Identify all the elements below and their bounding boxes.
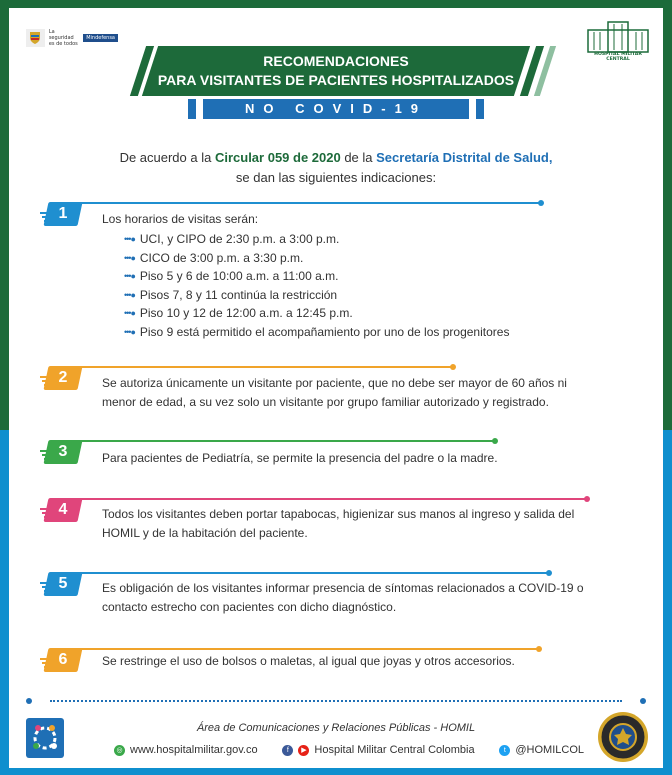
schedule-list bbox=[124, 230, 509, 342]
page-subtitle: NO COVID-19 bbox=[244, 101, 428, 116]
hospital-logo-label: HOSPITAL MILITAR CENTRAL bbox=[594, 52, 642, 62]
logo-slogan-1: La seguridad bbox=[48, 29, 74, 41]
logo-slogan-2: es de todos bbox=[48, 41, 78, 47]
item-number: 1 bbox=[58, 205, 68, 222]
item-number: 5 bbox=[58, 575, 68, 592]
dots-bullet-icon: •••● bbox=[124, 326, 135, 337]
dots-bullet-icon: •••● bbox=[124, 234, 135, 244]
youtube-icon: ▶ bbox=[298, 745, 309, 756]
bottom-border bbox=[0, 768, 672, 775]
twitter-icon: t bbox=[499, 745, 510, 756]
item-number: 2 bbox=[58, 369, 68, 386]
military-seal-icon bbox=[598, 712, 648, 762]
social-link[interactable]: f ▶ Hospital Militar Central Colombia bbox=[282, 744, 474, 756]
people-star-icon bbox=[26, 718, 64, 758]
title-line-1: RECOMENDACIONES bbox=[263, 53, 409, 69]
page-title bbox=[130, 52, 542, 90]
schedule-item: •••● UCI, y CIPO de 2:30 p.m. a 3:00 p.m. bbox=[124, 230, 509, 249]
hospital-building-icon bbox=[586, 20, 650, 54]
footer-divider bbox=[26, 698, 646, 704]
twitter-link[interactable]: t @HOMILCOL bbox=[499, 744, 584, 756]
colombia-shield-icon bbox=[26, 29, 45, 47]
schedule-item: •••● CICO de 3:00 p.m. a 3:30 p.m. bbox=[124, 249, 509, 268]
schedule-item: •••● Piso 9 está permitido el acompañamiento por uno de los progenitores bbox=[124, 323, 509, 342]
item-text: Los horarios de visitas serán: bbox=[102, 212, 259, 226]
footer-area: Área de Comunicaciones y Relaciones Públicas - HOMIL bbox=[196, 722, 476, 734]
item-text: Se autoriza únicamente un visitante por paciente, que no debe ser mayor de 60 años ni menor de edad, a su vez solo un visitante por grupo familiar autorizado y registrado. bbox=[102, 376, 567, 409]
item-text: Todos los visitantes deben portar tapabocas, higienizar sus manos al ingreso y salida del HOMIL y de la habitación del paciente. bbox=[102, 507, 575, 540]
item-text: Se restringe el uso de bolsos o maletas, al igual que joyas y otros accesorios. bbox=[102, 654, 515, 668]
hospital-logo bbox=[586, 20, 650, 62]
ministry-label: Mindefensa bbox=[83, 34, 118, 42]
intro-text: De acuerdo a la Circular 059 de 2020 de la Secretaría Distrital de Salud, se dan las siguientes indicaciones: bbox=[119, 150, 553, 185]
title-banner bbox=[130, 46, 542, 118]
item-number: 4 bbox=[58, 501, 68, 518]
item-text: Para pacientes de Pediatría, se permite la presencia del padre o la madre. bbox=[102, 451, 498, 465]
schedule-item: •••● Piso 10 y 12 de 12:00 a.m. a 12:45 p.m. bbox=[124, 304, 509, 323]
schedule-item: •••● Piso 5 y 6 de 10:00 a.m. a 11:00 a.m. bbox=[124, 267, 509, 286]
government-logo bbox=[26, 28, 118, 48]
circular-reference: Circular 059 de 2020 bbox=[214, 150, 341, 165]
right-border-blue bbox=[663, 430, 672, 775]
item-number: 3 bbox=[58, 443, 68, 460]
schedule-item: •••● Pisos 7, 8 y 11 continúa la restricción bbox=[124, 286, 509, 305]
globe-icon: ◎ bbox=[114, 745, 125, 756]
left-border-blue bbox=[0, 430, 9, 775]
gsed-logo bbox=[26, 718, 64, 758]
dots-bullet-icon: •••● bbox=[124, 252, 135, 263]
secretaria-reference: Secretaría Distrital de Salud, bbox=[376, 150, 553, 165]
top-border bbox=[0, 0, 672, 8]
footer-links bbox=[114, 744, 584, 756]
item-text: Es obligación de los visitantes informar presencia de síntomas relacionados a COVID-19 o contacto estrecho con pacientes con dicho diagnóstico. bbox=[102, 581, 584, 614]
dots-bullet-icon: •••● bbox=[124, 271, 135, 282]
website-link[interactable]: ◎ www.hospitalmilitar.gov.co bbox=[114, 744, 258, 756]
title-line-2: PARA VISITANTES DE PACIENTES HOSPITALIZADOS bbox=[157, 72, 515, 88]
dots-bullet-icon: •••● bbox=[124, 308, 135, 319]
facebook-icon: f bbox=[282, 745, 293, 756]
dots-bullet-icon: •••● bbox=[124, 289, 135, 300]
item-number: 6 bbox=[58, 651, 68, 668]
